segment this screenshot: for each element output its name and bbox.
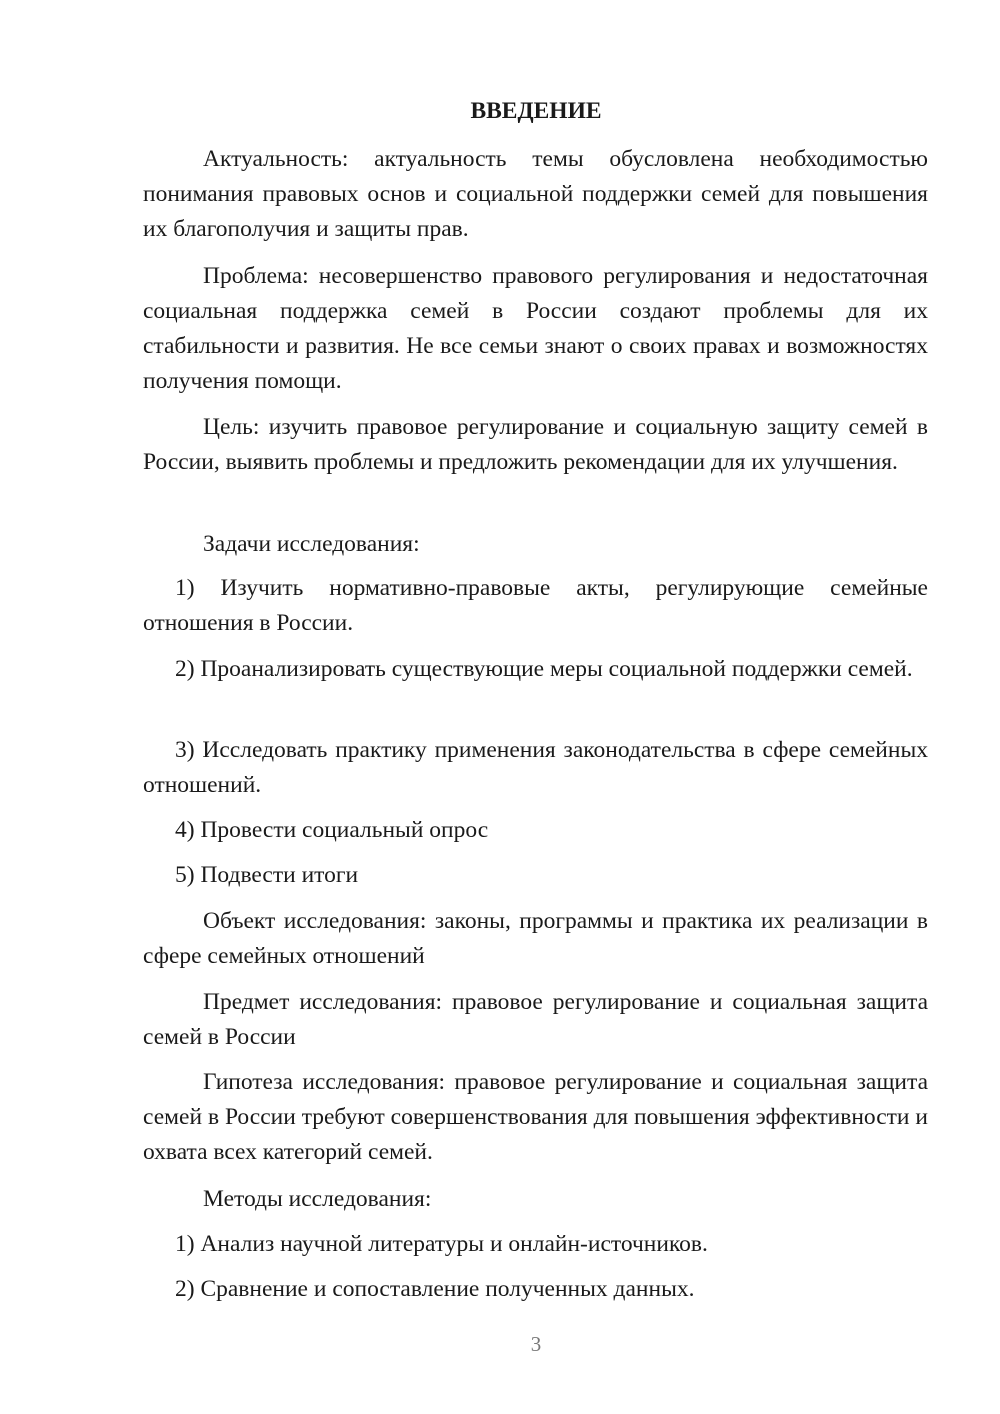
methods-heading: Методы исследования: <box>203 1186 432 1212</box>
page-number: 3 <box>530 1332 542 1356</box>
task-item-3: 3) Исследовать практику применения законодательства в сфере семейных отношений. <box>143 737 928 798</box>
subject-paragraph: Предмет исследования: правовое регулирование и социальная защита семей в России <box>143 989 928 1050</box>
object-paragraph: Объект исследования: законы, программы и практика их реализации в сфере семейных отношений <box>143 908 928 969</box>
goal-paragraph: Цель: изучить правовое регулирование и социальную защиту семей в России, выявить проблемы и предложить рекомендации для их улучшения. <box>143 414 928 475</box>
page-heading: ВВЕДЕНИЕ <box>470 98 602 124</box>
method-item-2: 2) Сравнение и сопоставление полученных данных. <box>175 1276 695 1302</box>
task-item-5: 5) Подвести итоги <box>175 862 359 888</box>
task-item-4: 4) Провести социальный опрос <box>175 817 489 843</box>
relevance-paragraph: Актуальность: актуальность темы обусловлена необходимостью понимания правовых основ и социальной поддержки семей для повышения их благополучия и защиты прав. <box>143 146 928 242</box>
task-item-1: 1) Изучить нормативно-правовые акты, регулирующие семейные отношения в России. <box>143 575 928 636</box>
tasks-heading: Задачи исследования: <box>203 531 420 557</box>
problem-paragraph: Проблема: несовершенство правового регулирования и недостаточная социальная поддержка семей в России создают проблемы для их стабильности и развития. Не все семьи знают о своих правах и возможностях получения помощи. <box>143 263 928 394</box>
hypothesis-paragraph: Гипотеза исследования: правовое регулирование и социальная защита семей в России требуют совершенствования для повышения эффективности и охвата всех категорий семей. <box>143 1069 928 1165</box>
task-item-2: 2) Проанализировать существующие меры социальной поддержки семей. <box>175 656 913 682</box>
method-item-1: 1) Анализ научной литературы и онлайн-источников. <box>175 1231 708 1257</box>
